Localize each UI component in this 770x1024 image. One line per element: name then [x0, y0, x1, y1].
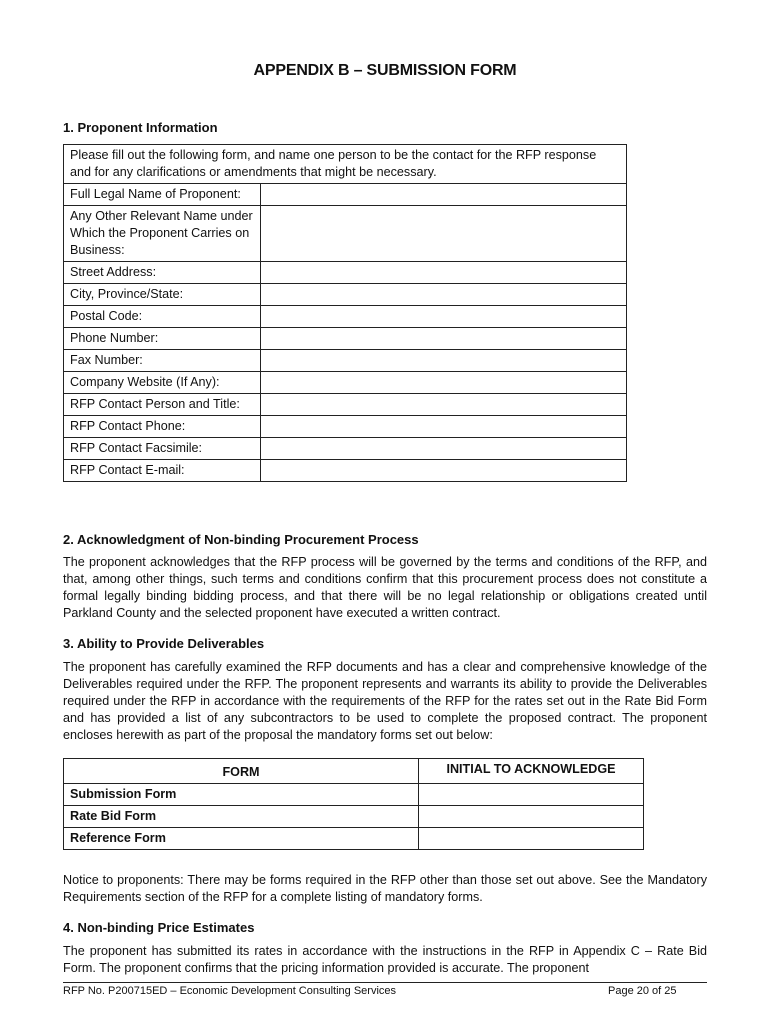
table-row	[64, 394, 627, 416]
table-row	[64, 328, 627, 350]
column-header-initial: INITIAL TO ACKNOWLEDGE	[419, 759, 644, 784]
table-row	[64, 184, 627, 206]
intro-cell: Please fill out the following form, and name one person to be the contact for the RFP response and for any clarifications or amendments that might be necessary.	[64, 145, 627, 184]
form-name: Submission Form	[64, 784, 419, 806]
mandatory-forms-table	[63, 758, 644, 850]
field-label: RFP Contact Phone:	[64, 416, 261, 438]
section-3-text: The proponent has carefully examined the RFP documents and has a clear and comprehensive knowledge of the Deliverables required under the RFP. The proponent represents and warrants its ability to provide the Deliverables required under the RFP in accordance with the requirements of the RFP for the rates set out in the Rate Bid Form and has provided a list of any subcontractors to be used to complete the proposed contract. The proponent encloses herewith as part of the proposal the mandatory forms set out below:	[63, 660, 707, 742]
table-row	[64, 206, 627, 262]
proponent-info-table	[63, 144, 627, 482]
table-row	[64, 784, 644, 806]
footer-page-number: Page 20 of 25	[608, 985, 677, 997]
table-header-row	[64, 759, 644, 784]
table-row	[64, 460, 627, 482]
table-row	[64, 372, 627, 394]
table-row	[64, 806, 644, 828]
initial-cell[interactable]	[419, 806, 644, 828]
field-input-cell[interactable]	[261, 460, 627, 482]
table-row	[64, 350, 627, 372]
table-row	[64, 416, 627, 438]
field-input-cell[interactable]	[261, 306, 627, 328]
form-name: Rate Bid Form	[64, 806, 419, 828]
initial-cell[interactable]	[419, 828, 644, 850]
table-row	[64, 828, 644, 850]
section-2-heading: 2. Acknowledgment of Non-binding Procurement Process	[63, 532, 419, 547]
field-label: Company Website (If Any):	[64, 372, 261, 394]
field-label: City, Province/State:	[64, 284, 261, 306]
table-row	[64, 145, 627, 184]
initial-cell[interactable]	[419, 784, 644, 806]
field-label: Phone Number:	[64, 328, 261, 350]
field-label: Any Other Relevant Name under Which the Proponent Carries on Business:	[64, 206, 261, 262]
table-row	[64, 306, 627, 328]
field-input-cell[interactable]	[261, 350, 627, 372]
field-label: RFP Contact Facsimile:	[64, 438, 261, 460]
field-label: Fax Number:	[64, 350, 261, 372]
field-input-cell[interactable]	[261, 372, 627, 394]
field-input-cell[interactable]	[261, 262, 627, 284]
table-row	[64, 284, 627, 306]
field-input-cell[interactable]	[261, 438, 627, 460]
field-label: RFP Contact E-mail:	[64, 460, 261, 482]
section-1-heading: 1. Proponent Information	[63, 120, 218, 135]
section-2-text: The proponent acknowledges that the RFP process will be governed by the terms and conditions of the RFP, and that, among other things, such terms and conditions confirm that this procurement process does not constitute a formal legally binding bidding process, and that there will be no legal relationship or obligations created until Parkland County and the selected proponent have executed a written contract.	[63, 555, 707, 620]
footer-divider	[63, 982, 707, 983]
column-header-form: FORM	[64, 759, 419, 784]
section-3-heading: 3. Ability to Provide Deliverables	[63, 636, 265, 651]
field-input-cell[interactable]	[261, 284, 627, 306]
footer-rfp-number: RFP No. P200715ED – Economic Development Consulting Services	[63, 985, 397, 997]
field-input-cell[interactable]	[261, 328, 627, 350]
field-input-cell[interactable]	[261, 394, 627, 416]
field-input-cell[interactable]	[261, 416, 627, 438]
notice-text: Notice to proponents: There may be forms required in the RFP other than those set out above. See the Mandatory Requirements section of the RFP for a complete listing of mandatory forms.	[63, 873, 707, 904]
section-4-heading: 4. Non-binding Price Estimates	[63, 920, 255, 935]
field-input-cell[interactable]	[261, 206, 627, 262]
form-name: Reference Form	[64, 828, 419, 850]
table-row	[64, 262, 627, 284]
field-label: Postal Code:	[64, 306, 261, 328]
field-label: Street Address:	[64, 262, 261, 284]
field-input-cell[interactable]	[261, 184, 627, 206]
field-label: Full Legal Name of Proponent:	[64, 184, 261, 206]
field-label: RFP Contact Person and Title:	[64, 394, 261, 416]
section-4-text: The proponent has submitted its rates in accordance with the instructions in the RFP in Appendix C – Rate Bid Form. The proponent confirms that the pricing information provided is accurate. The proponent	[63, 944, 707, 975]
table-row	[64, 438, 627, 460]
page-title: APPENDIX B – SUBMISSION FORM	[253, 62, 517, 79]
